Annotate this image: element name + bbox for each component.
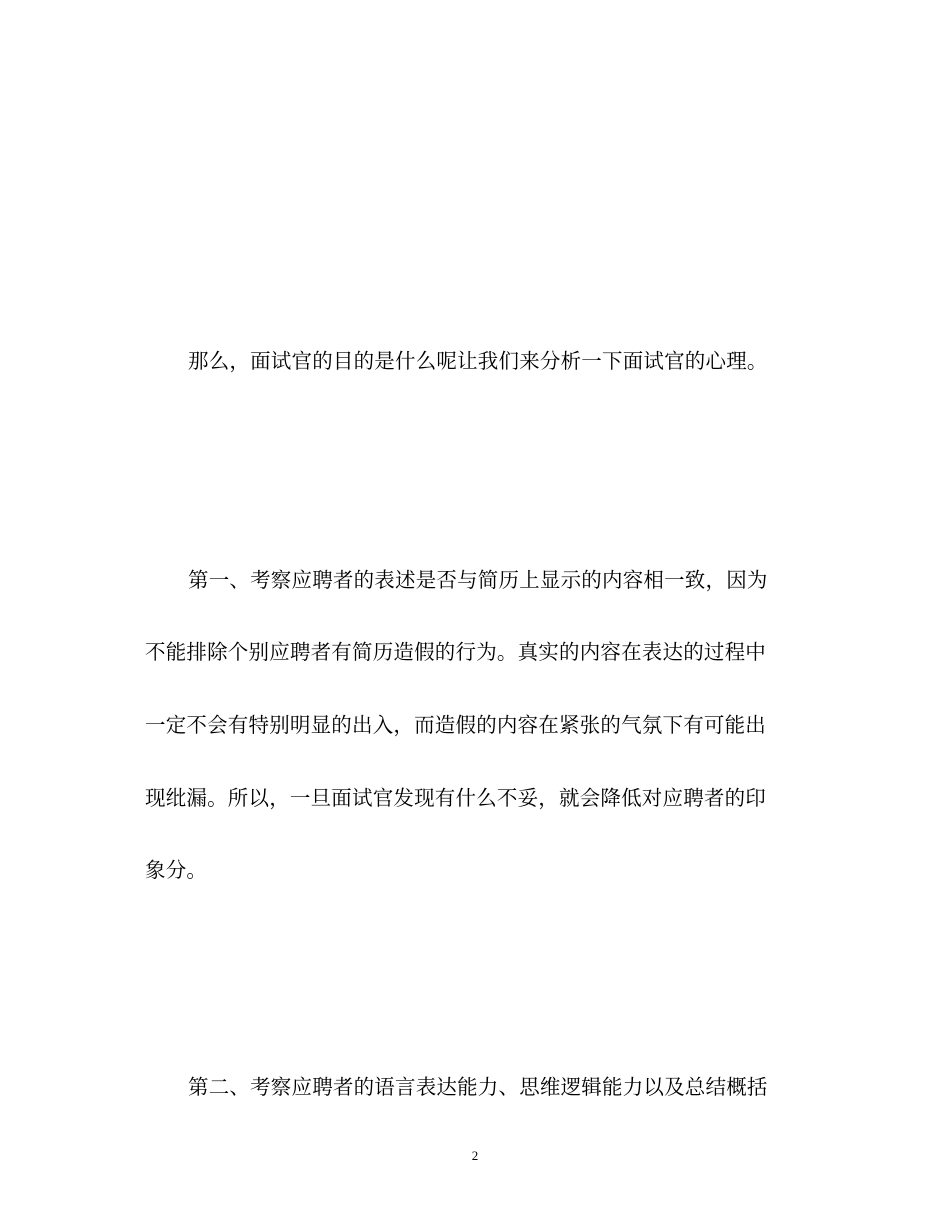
paragraph-first-line-1: 第一、考察应聘者的表述是否与简历上显示的内容相一致，因为 bbox=[188, 568, 768, 592]
paragraph-first-line-3: 一定不会有特别明显的出入，而造假的内容在紧张的气氛下有可能出 bbox=[145, 713, 766, 737]
paragraph-first-line-4: 现纰漏。所以，一旦面试官发现有什么不妥，就会降低对应聘者的印 bbox=[145, 786, 766, 810]
paragraph-first-line-5: 象分。 bbox=[145, 858, 208, 882]
paragraph-intro: 那么，面试官的目的是什么呢让我们来分析一下面试官的心理。 bbox=[188, 349, 768, 373]
page-number: 2 bbox=[471, 1148, 479, 1163]
paragraph-first-line-2: 不能排除个别应聘者有简历造假的行为。真实的内容在表达的过程中 bbox=[145, 640, 766, 664]
paragraph-second-line-1: 第二、考察应聘者的语言表达能力、思维逻辑能力以及总结概括 bbox=[188, 1075, 768, 1099]
